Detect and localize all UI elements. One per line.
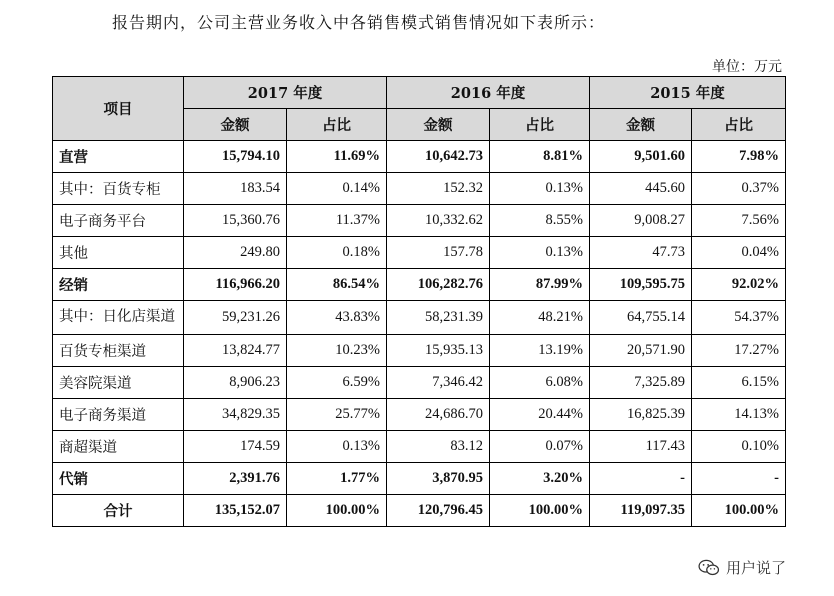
- share-cell: 6.08%: [490, 367, 590, 399]
- share-cell: 0.13%: [287, 431, 387, 463]
- share-cell: 43.83%: [287, 301, 387, 335]
- share-cell: 0.04%: [692, 237, 786, 269]
- share-cell: -: [692, 463, 786, 495]
- amount-cell: 9,501.60: [590, 141, 692, 173]
- table-row: [53, 367, 786, 399]
- row-label: 代销: [53, 463, 184, 495]
- watermark: [698, 557, 786, 578]
- amount-cell: 9,008.27: [590, 205, 692, 237]
- total-amount-cell: 135,152.07: [184, 495, 287, 527]
- share-cell: 54.37%: [692, 301, 786, 335]
- sales-mode-table: [52, 76, 786, 527]
- header-year-2016: 2016 年度: [387, 77, 590, 109]
- amount-cell: 64,755.14: [590, 301, 692, 335]
- table-row: [53, 399, 786, 431]
- header-share: 占比: [287, 109, 387, 141]
- share-cell: 8.81%: [490, 141, 590, 173]
- amount-cell: 47.73: [590, 237, 692, 269]
- share-cell: 0.37%: [692, 173, 786, 205]
- amount-cell: 15,794.10: [184, 141, 287, 173]
- share-cell: 8.55%: [490, 205, 590, 237]
- share-cell: 7.98%: [692, 141, 786, 173]
- amount-cell: 10,332.62: [387, 205, 490, 237]
- share-cell: 1.77%: [287, 463, 387, 495]
- share-cell: 48.21%: [490, 301, 590, 335]
- amount-cell: 16,825.39: [590, 399, 692, 431]
- amount-cell: 183.54: [184, 173, 287, 205]
- amount-cell: 106,282.76: [387, 269, 490, 301]
- unit-label: 单位：万元: [712, 59, 782, 75]
- share-cell: 0.10%: [692, 431, 786, 463]
- intro-text: 报告期内，公司主营业务收入中各销售模式销售情况如下表所示：: [112, 13, 606, 32]
- amount-cell: 10,642.73: [387, 141, 490, 173]
- table-row: [53, 205, 786, 237]
- table-row: [53, 431, 786, 463]
- row-label: 商超渠道: [53, 431, 184, 463]
- total-share-cell: 100.00%: [692, 495, 786, 527]
- header-amount: 金额: [387, 109, 490, 141]
- amount-cell: 109,595.75: [590, 269, 692, 301]
- amount-cell: 20,571.90: [590, 335, 692, 367]
- amount-cell: 2,391.76: [184, 463, 287, 495]
- share-cell: 0.14%: [287, 173, 387, 205]
- amount-cell: 445.60: [590, 173, 692, 205]
- amount-cell: 3,870.95: [387, 463, 490, 495]
- amount-cell: 59,231.26: [184, 301, 287, 335]
- header-year-2015: 2015 年度: [590, 77, 786, 109]
- share-cell: 6.15%: [692, 367, 786, 399]
- table-row: [53, 269, 786, 301]
- total-amount-cell: 119,097.35: [590, 495, 692, 527]
- wechat-icon: [698, 559, 720, 577]
- share-cell: 0.07%: [490, 431, 590, 463]
- table-row: [53, 237, 786, 269]
- amount-cell: 34,829.35: [184, 399, 287, 431]
- row-label: 其中：百货专柜: [53, 173, 184, 205]
- amount-cell: 83.12: [387, 431, 490, 463]
- total-label: 合计: [53, 495, 184, 527]
- share-cell: 0.18%: [287, 237, 387, 269]
- share-cell: 25.77%: [287, 399, 387, 431]
- row-label: 电子商务渠道: [53, 399, 184, 431]
- total-share-cell: 100.00%: [287, 495, 387, 527]
- share-cell: 11.37%: [287, 205, 387, 237]
- row-label: 电子商务平台: [53, 205, 184, 237]
- share-cell: 14.13%: [692, 399, 786, 431]
- amount-cell: 58,231.39: [387, 301, 490, 335]
- table-row: [53, 141, 786, 173]
- amount-cell: 152.32: [387, 173, 490, 205]
- amount-cell: -: [590, 463, 692, 495]
- share-cell: 87.99%: [490, 269, 590, 301]
- share-cell: 10.23%: [287, 335, 387, 367]
- row-label: 美容院渠道: [53, 367, 184, 399]
- header-year-2017: 2017 年度: [184, 77, 387, 109]
- header-item: 项目: [53, 77, 184, 141]
- share-cell: 11.69%: [287, 141, 387, 173]
- share-cell: 20.44%: [490, 399, 590, 431]
- table-row: [53, 173, 786, 205]
- row-label: 其中：日化店渠道: [53, 301, 184, 335]
- header-amount: 金额: [184, 109, 287, 141]
- share-cell: 0.13%: [490, 237, 590, 269]
- table-row: [53, 335, 786, 367]
- amount-cell: 157.78: [387, 237, 490, 269]
- header-share: 占比: [490, 109, 590, 141]
- amount-cell: 117.43: [590, 431, 692, 463]
- share-cell: 86.54%: [287, 269, 387, 301]
- row-label: 经销: [53, 269, 184, 301]
- table-row: [53, 301, 786, 335]
- amount-cell: 15,935.13: [387, 335, 490, 367]
- amount-cell: 13,824.77: [184, 335, 287, 367]
- total-amount-cell: 120,796.45: [387, 495, 490, 527]
- share-cell: 6.59%: [287, 367, 387, 399]
- row-label: 百货专柜渠道: [53, 335, 184, 367]
- share-cell: 3.20%: [490, 463, 590, 495]
- amount-cell: 249.80: [184, 237, 287, 269]
- row-label: 直营: [53, 141, 184, 173]
- amount-cell: 24,686.70: [387, 399, 490, 431]
- share-cell: 0.13%: [490, 173, 590, 205]
- amount-cell: 7,325.89: [590, 367, 692, 399]
- share-cell: 13.19%: [490, 335, 590, 367]
- amount-cell: 174.59: [184, 431, 287, 463]
- header-amount: 金额: [590, 109, 692, 141]
- total-share-cell: 100.00%: [490, 495, 590, 527]
- total-row: [53, 495, 786, 527]
- share-cell: 7.56%: [692, 205, 786, 237]
- share-cell: 92.02%: [692, 269, 786, 301]
- watermark-text: 用户说了: [725, 559, 786, 577]
- header-share: 占比: [692, 109, 786, 141]
- amount-cell: 8,906.23: [184, 367, 287, 399]
- row-label: 其他: [53, 237, 184, 269]
- amount-cell: 116,966.20: [184, 269, 287, 301]
- table-row: [53, 463, 786, 495]
- amount-cell: 7,346.42: [387, 367, 490, 399]
- share-cell: 17.27%: [692, 335, 786, 367]
- amount-cell: 15,360.76: [184, 205, 287, 237]
